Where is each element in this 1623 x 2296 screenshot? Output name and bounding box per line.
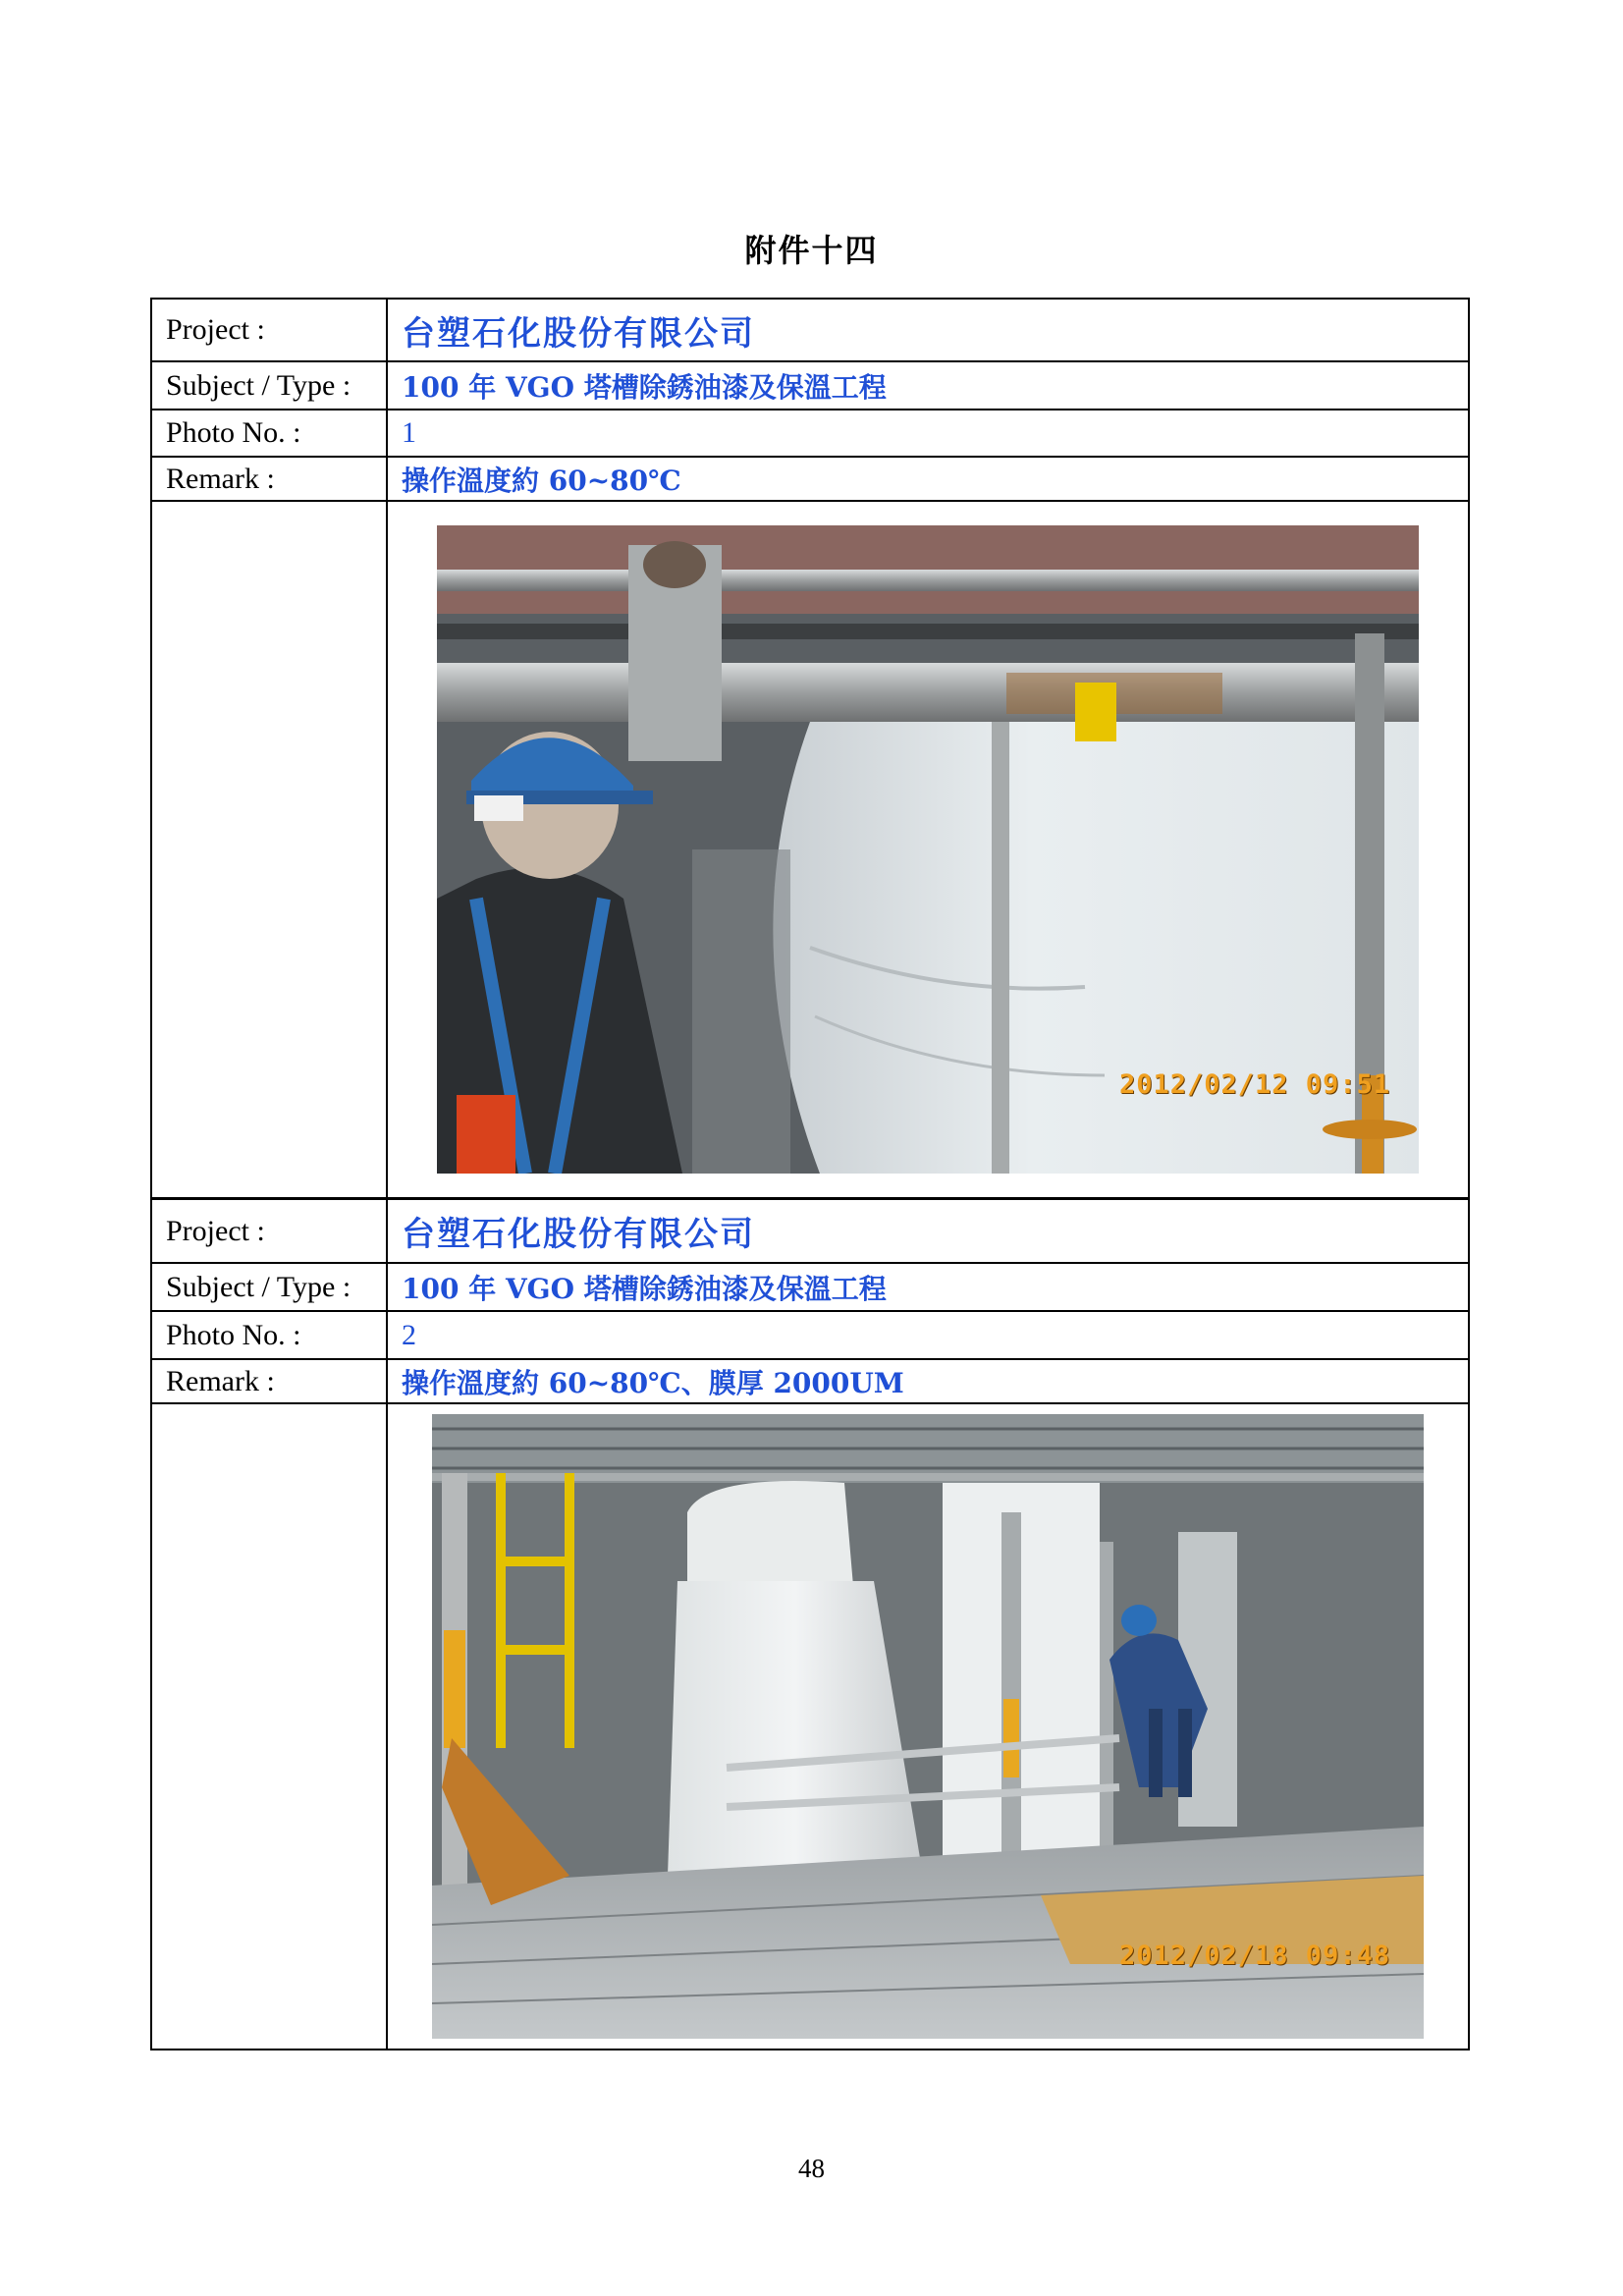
subject-row xyxy=(152,362,1468,410)
project-label: Project : xyxy=(152,1200,388,1262)
photo-row xyxy=(152,1404,1468,2049)
photo-record-table-2 xyxy=(150,1198,1470,2050)
photo-no-row xyxy=(152,410,1468,458)
subject-row xyxy=(152,1264,1468,1312)
remark-label: Remark : xyxy=(152,1360,388,1402)
subject-label: Subject / Type : xyxy=(152,1264,388,1310)
photo-row xyxy=(152,502,1468,1197)
photo-no-value: 1 xyxy=(402,416,416,449)
photo-label-cell xyxy=(152,502,388,1197)
site-photo-2 xyxy=(432,1414,1424,2039)
photo-timestamp: 2012/02/18 09:48 xyxy=(1119,1941,1391,1971)
remark-row xyxy=(152,1360,1468,1404)
photo-no-row xyxy=(152,1312,1468,1360)
photo-cell xyxy=(388,502,1468,1197)
site-photo-1 xyxy=(437,525,1419,1174)
project-value: 台塑石化股份有限公司 xyxy=(402,1215,755,1254)
project-label: Project : xyxy=(152,300,388,360)
subject-value: 100 年 VGO 塔槽除銹油漆及保溫工程 xyxy=(402,370,887,404)
photo-timestamp: 2012/02/12 09:51 xyxy=(1119,1069,1391,1100)
project-row xyxy=(152,300,1468,362)
remark-value: 操作溫度約 60~80℃ xyxy=(402,464,681,497)
photo-record-table-1 xyxy=(150,298,1470,1199)
photo-no-value: 2 xyxy=(402,1318,416,1351)
project-row xyxy=(152,1200,1468,1264)
photo-no-label: Photo No. : xyxy=(152,1312,388,1358)
page-number: 48 xyxy=(798,2154,825,2183)
page-title: 附件十四 xyxy=(744,232,879,269)
remark-row xyxy=(152,458,1468,502)
subject-value: 100 年 VGO 塔槽除銹油漆及保溫工程 xyxy=(402,1272,887,1305)
photo-label-cell xyxy=(152,1404,388,2049)
remark-value: 操作溫度約 60~80℃、膜厚 2000UM xyxy=(402,1366,904,1399)
remark-label: Remark : xyxy=(152,458,388,500)
photo-cell xyxy=(388,1404,1468,2049)
subject-label: Subject / Type : xyxy=(152,362,388,409)
photo-no-label: Photo No. : xyxy=(152,410,388,456)
project-value: 台塑石化股份有限公司 xyxy=(402,313,755,354)
